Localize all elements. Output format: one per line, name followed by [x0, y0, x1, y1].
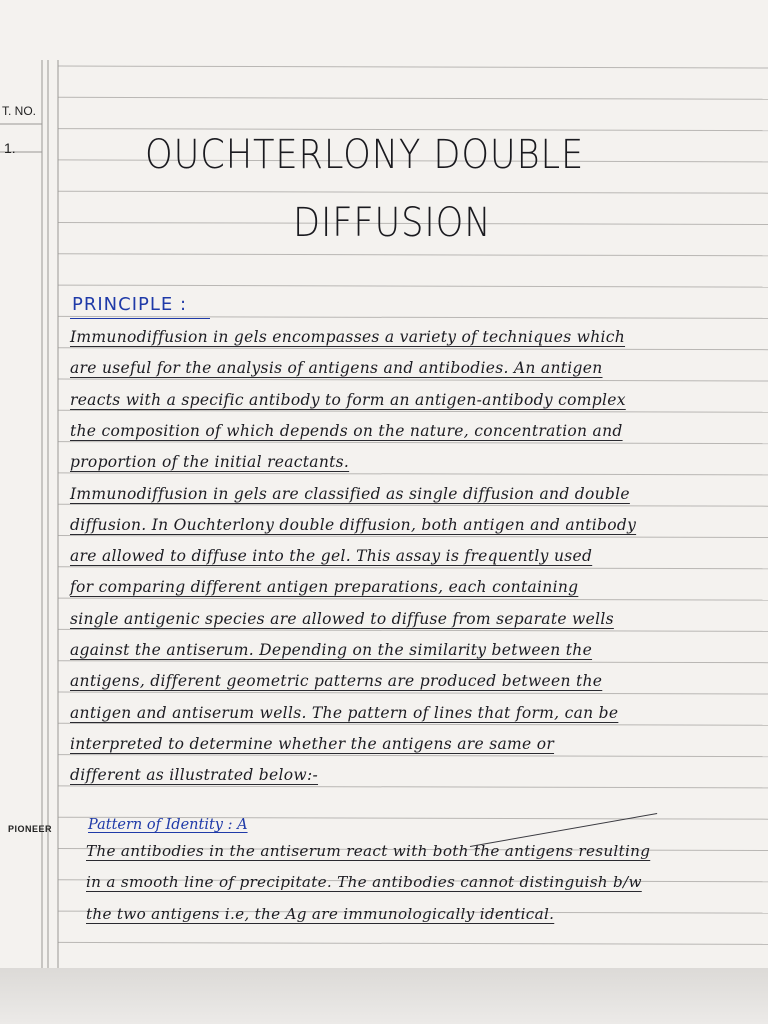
- rule-line: [58, 348, 768, 350]
- handwritten-line: antigens, different geometric patterns are produced between the: [70, 672, 603, 691]
- rule-line: [58, 379, 768, 381]
- rule-line: [58, 97, 768, 99]
- rule-line: [58, 786, 768, 788]
- rule-line: [58, 598, 768, 600]
- entry-number: 1.: [4, 140, 16, 156]
- rule-line: [58, 504, 768, 506]
- handwritten-line: for comparing different antigen preparations, each containing: [70, 578, 579, 597]
- identity-heading: Pattern of Identity : A: [88, 817, 248, 833]
- rule-line: [58, 567, 768, 569]
- rule-line: [58, 473, 768, 475]
- rule-line: [58, 723, 768, 725]
- handwritten-line: the composition of which depends on the nature, concentration and: [70, 421, 623, 440]
- handwritten-line: the two antigens i.e, the Ag are immunologically identical.: [86, 904, 555, 923]
- serial-number-label: T. NO.: [2, 104, 37, 118]
- rule-line: [58, 692, 768, 694]
- rule-line: [58, 442, 768, 444]
- page-shadow: [0, 968, 768, 1024]
- rule-line: [58, 129, 768, 131]
- rule-line: [58, 66, 768, 68]
- principle-heading: PRINCIPLE :: [72, 294, 188, 315]
- handwritten-line: interpreted to determine whether the antigens are same or: [70, 734, 555, 753]
- rule-line: [58, 755, 768, 757]
- rule-line: [58, 254, 768, 256]
- rule-line: [58, 191, 768, 193]
- rule-line: [58, 285, 768, 287]
- rule-line: [58, 629, 768, 631]
- handwritten-line: single antigenic species are allowed to diffuse from separate wells: [70, 609, 614, 628]
- handwritten-line: are allowed to diffuse into the gel. This assay is frequently used: [70, 547, 593, 566]
- handwritten-line: in a smooth line of precipitate. The antibodies cannot distinguish b/w: [86, 873, 642, 892]
- handwritten-line: The antibodies in the antiserum react with both the antigens resulting: [86, 842, 651, 860]
- rule-line: [58, 661, 768, 663]
- handwritten-line: Immunodiffusion in gels are classified as single diffusion and double: [70, 484, 630, 503]
- page-title-line-2: DIFFUSION: [293, 200, 492, 246]
- handwritten-line: Immunodiffusion in gels encompasses a variety of techniques which: [70, 328, 626, 346]
- page-title-line-1: OUCHTERLONY DOUBLE: [145, 132, 585, 178]
- handwritten-line: reacts with a specific antibody to form an antigen-antibody complex: [70, 390, 626, 409]
- handwritten-line: different as illustrated below:-: [70, 766, 319, 785]
- handwritten-line: are useful for the analysis of antigens and antibodies. An antigen: [70, 359, 603, 378]
- handwritten-line: diffusion. In Ouchterlony double diffusion, both antigen and antibody: [70, 515, 637, 534]
- handwritten-line: against the antiserum. Depending on the similarity between the: [70, 641, 593, 659]
- handwritten-line: antigen and antiserum wells. The pattern of lines that form, can be: [70, 703, 619, 722]
- principle-underline: [70, 318, 210, 319]
- rule-line: [58, 410, 768, 412]
- handwritten-line: proportion of the initial reactants.: [70, 453, 350, 472]
- rule-line: [58, 536, 768, 538]
- rule-line: [58, 942, 768, 944]
- brand-logo: PIONEER: [8, 824, 53, 834]
